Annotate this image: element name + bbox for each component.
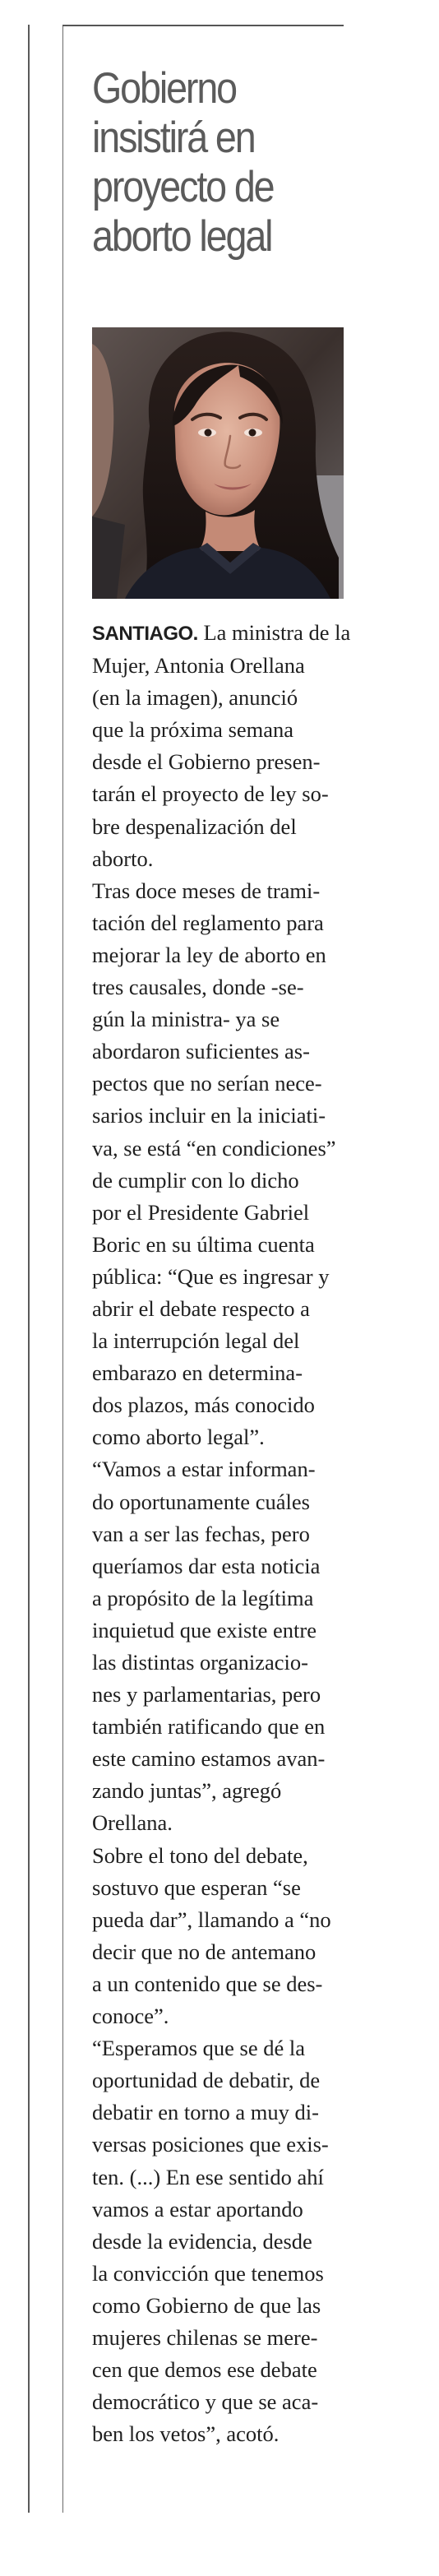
text-line: la convicción que tenemos [92, 2260, 324, 2286]
headline-line: Gobierno [92, 64, 236, 113]
text-line: desde el Gobierno presen- [92, 749, 321, 775]
text-line: este camino estamos avan- [92, 1746, 326, 1772]
text-line: ten. (...) En ese sentido ahí [92, 2164, 324, 2189]
text-line: a propósito de la legítima [92, 1585, 314, 1610]
text-line: por el Presidente Gabriel [92, 1199, 310, 1225]
text-line: Sobre el tono del debate, [92, 1842, 308, 1868]
portrait-illustration [92, 327, 344, 599]
text-line: pública: “Que es ingresar y [92, 1263, 330, 1289]
headline [92, 64, 318, 262]
text-line: también ratificando que en [92, 1714, 326, 1740]
column-rule-inner [62, 25, 63, 2513]
text-line: la interrupción legal del [92, 1328, 300, 1354]
headline-line: proyecto de [92, 163, 274, 211]
text-line: Boric en su última cuenta [92, 1231, 315, 1257]
article-column [92, 25, 351, 2447]
paragraph-2 [92, 875, 344, 1454]
text-line: ben los vetos”, acotó. [92, 2421, 280, 2447]
column-rule-outer [28, 25, 30, 2513]
text-line: gún la ministra- ya se [92, 1007, 280, 1032]
text-line: queríamos dar esta noticia [92, 1553, 321, 1578]
text-line: tación del reglamento para [92, 910, 324, 935]
text-line: decir que no de antemano [92, 1939, 317, 1964]
text-line: (en la imagen), anunció [92, 685, 298, 711]
text-line: tres causales, donde -se- [92, 975, 304, 1000]
text-line: versas posiciones que exis- [92, 2132, 329, 2157]
dateline: SANTIAGO. [92, 623, 198, 645]
text-line: Mujer, Antonia Orellana [92, 653, 305, 679]
text-line: van a ser las fechas, pero [92, 1521, 310, 1546]
text-line: Orellana. [92, 1810, 173, 1836]
text-line: abordaron suficientes as- [92, 1039, 310, 1064]
text-line: mejorar la ley de aborto en [92, 942, 326, 967]
text-line: desde la evidencia, desde [92, 2228, 312, 2254]
text-line: mujeres chilenas se mere- [92, 2324, 318, 2350]
text-line: pueda dar”, llamando a “no [92, 1907, 331, 1932]
text-line: sostuvo que esperan “se [92, 1874, 301, 1900]
text-line: las distintas organizacio- [92, 1650, 308, 1675]
text-line: a un contenido que se des- [92, 1971, 323, 1996]
article-photo [92, 327, 344, 599]
headline-line: aborto legal [92, 212, 272, 261]
text-line: “Vamos a estar informan- [92, 1457, 316, 1482]
article-body [92, 617, 351, 2450]
text-line: do oportunamente cuáles [92, 1489, 310, 1514]
headline-line: insistirá en [92, 114, 255, 162]
text-line: conoce”. [92, 2004, 169, 2029]
text-line: zando juntas”, agregó [92, 1778, 282, 1804]
text-line: SANTIAGO. La ministra de la [92, 620, 351, 645]
text-line: nes y parlamentarias, pero [92, 1682, 321, 1707]
text-line: dos plazos, más conocido [92, 1392, 315, 1418]
text-line: aborto. [92, 846, 154, 871]
text-line: que la próxima semana [92, 717, 294, 743]
text-line: bre despenalización del [92, 813, 297, 839]
text-line: sarios incluir en la iniciati- [92, 1103, 326, 1128]
paragraph-3 [92, 1453, 344, 1839]
text-line: va, se está “en condiciones” [92, 1135, 336, 1161]
text-line: como Gobierno de que las [92, 2292, 321, 2318]
text-line: de cumplir con lo dicho [92, 1167, 299, 1193]
text-line: pectos que no serían nece- [92, 1071, 322, 1096]
text-line: oportunidad de debatir, de [92, 2068, 321, 2093]
text-line: inquietud que existe entre [92, 1617, 317, 1642]
text-line: embarazo en determina- [92, 1360, 303, 1386]
text-line: abrir el debate respecto a [92, 1295, 310, 1321]
text-line: tarán el proyecto de ley so- [92, 781, 329, 807]
text-line: cen que demos ese debate [92, 2357, 317, 2383]
text-line: como aborto legal”. [92, 1425, 265, 1450]
text-line: debatir en torno a muy di- [92, 2100, 319, 2125]
text-line: vamos a estar aportando [92, 2196, 303, 2222]
paragraph-1 [92, 617, 351, 875]
paragraph-4 [92, 1840, 344, 2033]
text-line: Tras doce meses de trami- [92, 878, 321, 903]
paragraph-5 [92, 2032, 344, 2450]
text-line: “Esperamos que se dé la [92, 2036, 306, 2061]
text-line: democrático y que se aca- [92, 2389, 319, 2415]
